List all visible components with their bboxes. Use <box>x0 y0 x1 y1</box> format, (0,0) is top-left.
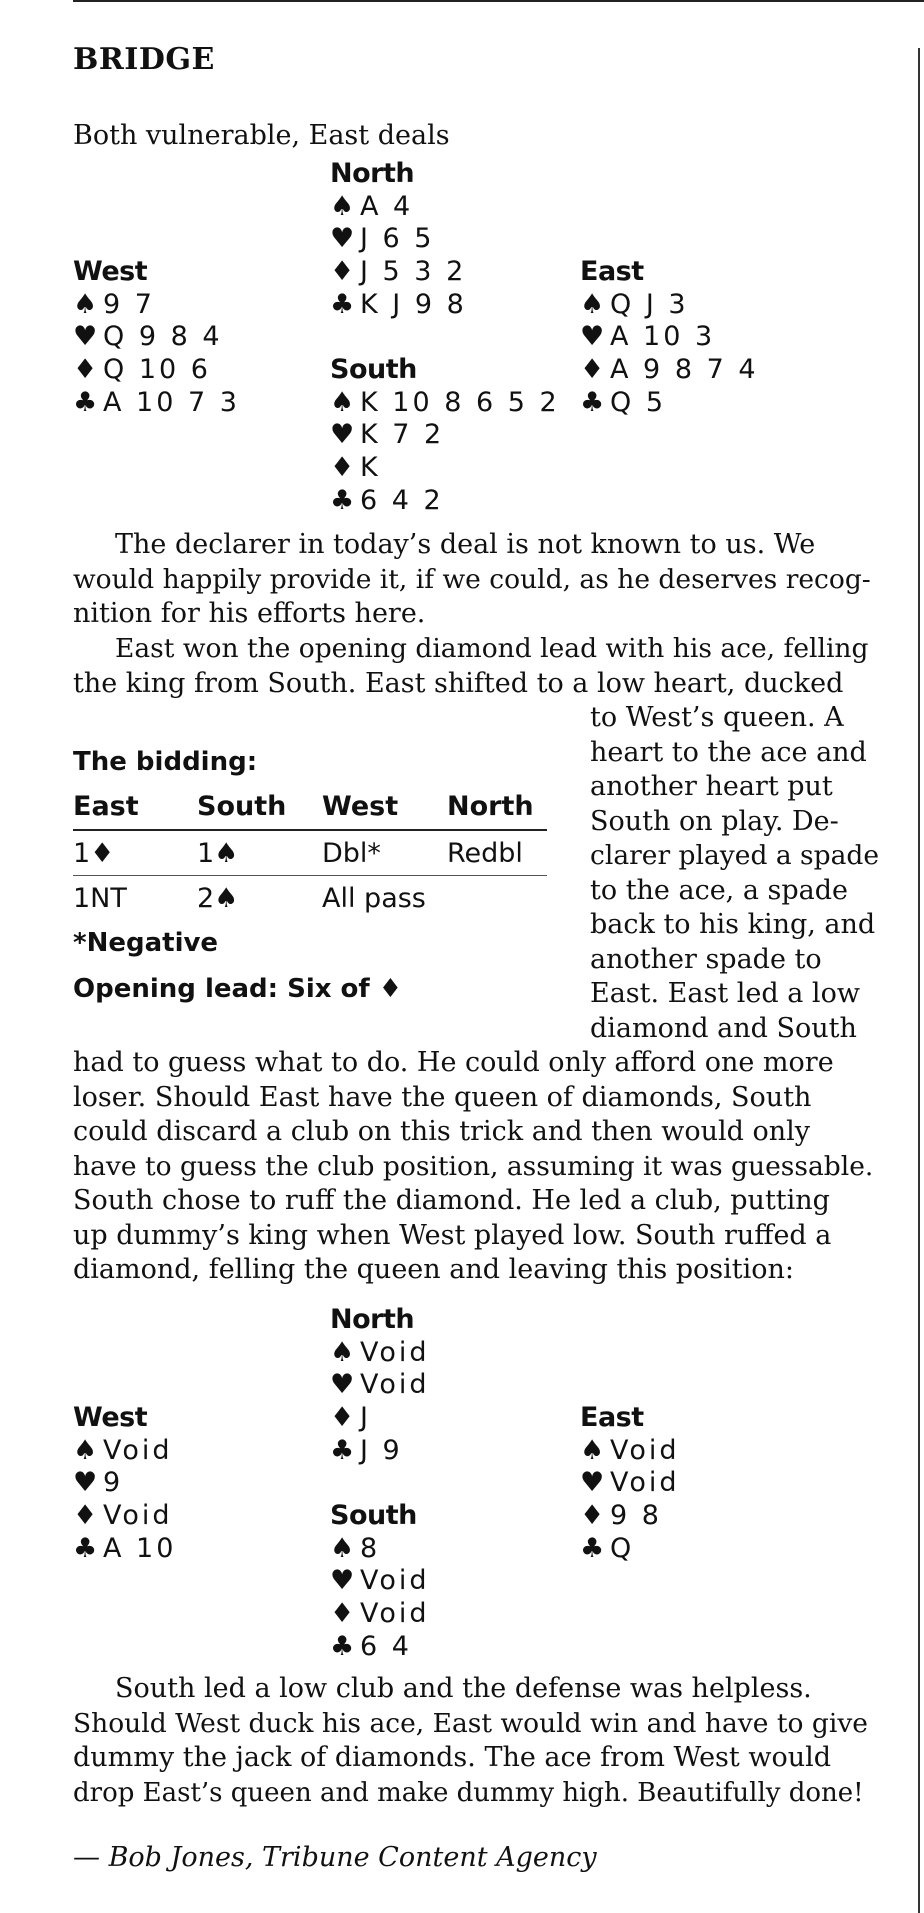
spade-icon: ♠ <box>73 288 98 320</box>
bidding-table <box>73 784 547 920</box>
hand-row-spades <box>73 1435 176 1468</box>
hand-row-hearts <box>330 223 467 256</box>
spade-icon: ♠ <box>330 1532 355 1564</box>
text-line: diamond and South <box>590 1012 857 1044</box>
deal2-south-hand <box>330 1500 430 1664</box>
vulnerability-line: Both vulnerable, East deals <box>73 120 450 151</box>
text-line: East. East led a low <box>590 978 860 1009</box>
hand-cards-spades: 8 <box>360 1532 381 1564</box>
club-icon: ♣ <box>330 484 355 516</box>
text-line: to the ace, a spade <box>590 874 849 906</box>
hand-row-clubs <box>580 387 759 420</box>
bidding-note: *Negative <box>73 928 219 958</box>
hand-row-diamonds <box>73 1500 176 1533</box>
text-line: had to guess what to do. He could only afford one more <box>73 1047 834 1078</box>
text-line: dummy the jack of diamonds. The ace from West would <box>73 1742 832 1773</box>
bid-cell: 2♠ <box>197 882 239 914</box>
text-line: Should West duck his ace, East would win and have to give <box>73 1707 868 1739</box>
hand-row-spades <box>580 289 759 322</box>
bid-row <box>73 830 547 876</box>
hand-cards-clubs: 6 4 2 <box>360 484 444 516</box>
hand-row-diamonds <box>73 354 240 387</box>
bid-cell: Redbl <box>447 830 547 876</box>
heart-icon: ♥ <box>73 1467 98 1499</box>
hand-row-diamonds <box>330 1598 430 1631</box>
text-line: to West’s queen. A <box>590 702 844 733</box>
text-line: back to his king, and <box>590 909 876 940</box>
hand-row-clubs <box>330 1631 430 1664</box>
diamond-icon: ♦ <box>330 1402 355 1434</box>
hand-row-hearts <box>330 1369 430 1402</box>
spade-icon: ♠ <box>330 1336 355 1368</box>
hand-row-spades <box>73 289 240 322</box>
hand-row-clubs <box>73 1533 176 1566</box>
text-line: South on play. De- <box>590 805 839 837</box>
hand-cards-spades: K 10 8 6 5 2 <box>360 386 560 418</box>
hand-row-clubs <box>73 387 240 420</box>
hand-row-hearts <box>580 321 759 354</box>
bid-header-west: West <box>322 784 447 830</box>
hand-cards-diamonds: A 9 8 7 4 <box>610 354 759 386</box>
text-line: The declarer in today’s deal is not known to us. We <box>115 529 816 560</box>
diamond-icon: ♦ <box>330 452 355 484</box>
diamond-icon: ♦ <box>330 1598 355 1630</box>
hand-player-name: South <box>330 1500 417 1531</box>
club-icon: ♣ <box>330 1434 355 1466</box>
deal1-west-hand <box>73 256 240 420</box>
club-icon: ♣ <box>73 386 98 418</box>
club-icon: ♣ <box>330 1630 355 1662</box>
heart-icon: ♥ <box>73 321 98 353</box>
heart-icon: ♥ <box>330 1565 355 1597</box>
hand-row-clubs <box>580 1533 680 1566</box>
text-line: heart to the ace and <box>590 736 867 768</box>
hand-cards-diamonds: 9 8 <box>610 1500 662 1532</box>
hand-row-hearts <box>580 1467 680 1500</box>
signature: — Bob Jones, Tribune Content Agency <box>73 1842 597 1873</box>
text-line: loser. Should East have the queen of diamonds, South <box>73 1081 812 1113</box>
hand-cards-clubs: K J 9 8 <box>360 288 467 320</box>
hand-cards-diamonds: J <box>360 1402 371 1434</box>
text-line: diamond, felling the queen and leaving this position: <box>73 1254 795 1285</box>
spade-icon: ♠ <box>73 1434 98 1466</box>
spade-icon: ♠ <box>330 190 355 222</box>
hand-cards-diamonds: Void <box>103 1500 173 1532</box>
deal2-west-hand <box>73 1402 176 1566</box>
hand-cards-clubs: Q <box>610 1532 635 1564</box>
hand-player-name: North <box>330 158 415 189</box>
hand-cards-spades: 9 7 <box>103 288 155 320</box>
hand-cards-hearts: Void <box>360 1369 430 1401</box>
hand-cards-spades: A 4 <box>360 190 414 222</box>
heart-icon: ♥ <box>330 223 355 255</box>
bid-cell: 1♠ <box>197 830 322 876</box>
text-line: another heart put <box>590 771 833 802</box>
hand-row-diamonds <box>580 354 759 387</box>
hand-cards-hearts: Q 9 8 4 <box>103 321 223 353</box>
diamond-icon: ♦ <box>330 256 355 288</box>
club-icon: ♣ <box>73 1532 98 1564</box>
hand-cards-hearts: 9 <box>103 1467 124 1499</box>
hand-cards-hearts: J 6 5 <box>360 223 435 255</box>
text-line: could discard a club on this trick and then would only <box>73 1116 811 1147</box>
hand-cards-spades: Void <box>610 1434 680 1466</box>
hand-cards-spades: Void <box>360 1336 430 1368</box>
page-title: BRIDGE <box>73 42 215 77</box>
diamond-icon: ♦ <box>73 354 98 386</box>
column-rule <box>918 48 920 1913</box>
deal1-north-hand <box>330 158 467 322</box>
diamond-icon: ♦ <box>580 1500 605 1532</box>
bid-cell: 1♦ <box>73 830 197 876</box>
hand-row-spades <box>330 191 467 224</box>
bid-header-north: North <box>447 784 547 830</box>
hand-row-spades <box>330 1533 430 1566</box>
hand-cards-diamonds: Void <box>360 1598 430 1630</box>
deal2-east-hand <box>580 1402 680 1566</box>
bid-cell: 1NT <box>73 882 127 914</box>
paragraph-3 <box>73 1672 878 1810</box>
hand-cards-spades: Void <box>103 1434 173 1466</box>
paragraph-1 <box>73 528 878 632</box>
hand-row-spades <box>330 387 560 420</box>
hand-cards-diamonds: J 5 3 2 <box>360 256 467 288</box>
hand-player-name: East <box>580 256 644 287</box>
paragraph-2-column <box>590 701 880 1046</box>
text-line: clarer played a spade <box>590 840 880 871</box>
text-line: would happily provide it, if we could, as he deserves recog- <box>73 563 871 595</box>
hand-cards-diamonds: K <box>360 452 381 484</box>
hand-row-spades <box>580 1435 680 1468</box>
spade-icon: ♠ <box>580 288 605 320</box>
hand-cards-clubs: A 10 <box>103 1532 177 1564</box>
hand-cards-spades: Q J 3 <box>610 288 689 320</box>
spade-icon: ♠ <box>580 1434 605 1466</box>
heart-icon: ♥ <box>330 1369 355 1401</box>
deal1-south-hand <box>330 354 560 518</box>
hand-row-hearts <box>73 1467 176 1500</box>
hand-cards-hearts: A 10 3 <box>610 321 716 353</box>
deal1-east-hand <box>580 256 759 420</box>
heart-icon: ♥ <box>330 419 355 451</box>
text-line: South led a low club and the defense was helpless. <box>115 1673 812 1704</box>
text-line: nition for his efforts here. <box>73 598 426 629</box>
bid-cell <box>447 876 547 921</box>
opening-lead: Opening lead: Six of ♦ <box>73 974 403 1004</box>
hand-row-hearts <box>330 419 560 452</box>
hand-row-clubs <box>330 1435 430 1468</box>
bid-header-south: South <box>197 784 322 830</box>
text-line: the king from South. East shifted to a low heart, ducked <box>73 667 844 699</box>
hand-row-clubs <box>330 289 467 322</box>
top-rule <box>73 0 924 2</box>
hand-cards-hearts: Void <box>610 1467 680 1499</box>
deal2-north-hand <box>330 1304 430 1468</box>
text-line: East won the opening diamond lead with his ace, felling <box>115 633 869 664</box>
hand-cards-clubs: A 10 7 3 <box>103 386 240 418</box>
bid-header-east: East <box>73 784 197 830</box>
bidding-heading: The bidding: <box>73 747 258 777</box>
text-line: drop East’s queen and make dummy high. Beautifully done! <box>73 1777 864 1808</box>
paragraph-2-bottom <box>73 1046 878 1288</box>
heart-icon: ♥ <box>580 1467 605 1499</box>
text-line: up dummy’s king when West played low. South ruffed a <box>73 1219 832 1251</box>
hand-row-diamonds <box>330 1402 430 1435</box>
hand-row-spades <box>330 1337 430 1370</box>
diamond-icon: ♦ <box>73 1500 98 1532</box>
hand-cards-clubs: Q 5 <box>610 386 667 418</box>
hand-player-name: West <box>73 256 148 287</box>
hand-row-diamonds <box>330 452 560 485</box>
bid-cell: Dbl* <box>322 830 447 876</box>
hand-cards-diamonds: Q 10 6 <box>103 354 211 386</box>
hand-row-hearts <box>73 321 240 354</box>
hand-row-diamonds <box>580 1500 680 1533</box>
bid-row <box>73 876 547 921</box>
heart-icon: ♥ <box>580 321 605 353</box>
hand-cards-hearts: Void <box>360 1565 430 1597</box>
hand-cards-clubs: J 9 <box>360 1434 403 1466</box>
paragraph-2-top <box>73 632 878 701</box>
text-line: have to guess the club position, assuming it was guessable. <box>73 1150 874 1182</box>
hand-cards-clubs: 6 4 <box>360 1630 412 1662</box>
hand-player-name: North <box>330 1304 415 1335</box>
diamond-icon: ♦ <box>580 354 605 386</box>
hand-row-hearts <box>330 1565 430 1598</box>
hand-row-clubs <box>330 485 560 518</box>
spade-icon: ♠ <box>330 386 355 418</box>
bid-cell: All pass <box>322 882 426 914</box>
hand-player-name: South <box>330 354 417 385</box>
club-icon: ♣ <box>580 386 605 418</box>
club-icon: ♣ <box>580 1532 605 1564</box>
hand-row-diamonds <box>330 256 467 289</box>
bidding-box <box>73 740 548 1012</box>
text-line: another spade to <box>590 943 822 975</box>
text-line: South chose to ruff the diamond. He led a club, putting <box>73 1185 830 1216</box>
hand-cards-hearts: K 7 2 <box>360 419 445 451</box>
club-icon: ♣ <box>330 288 355 320</box>
hand-player-name: West <box>73 1402 148 1433</box>
hand-player-name: East <box>580 1402 644 1433</box>
